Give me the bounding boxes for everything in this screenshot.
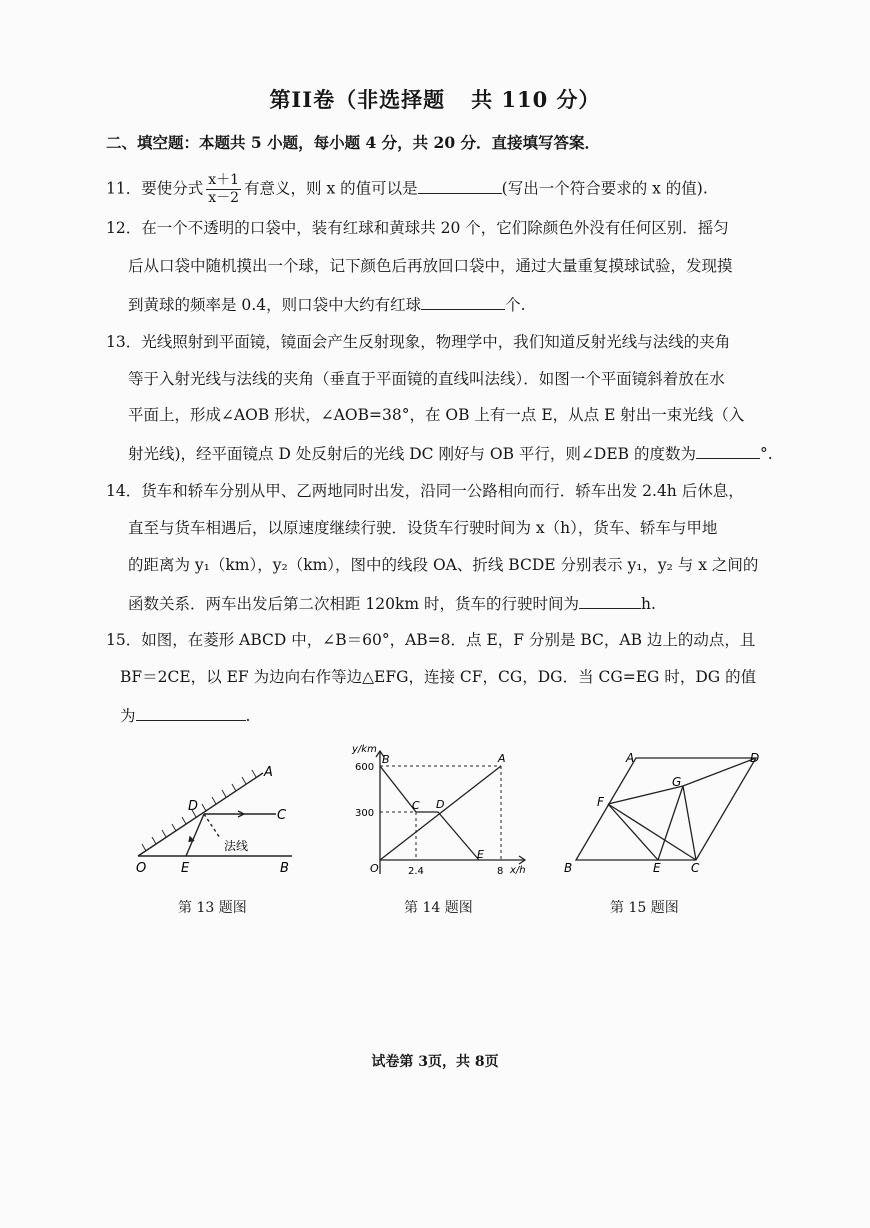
segment-CG [683, 786, 696, 860]
fraction-denominator: x－2 [208, 190, 240, 206]
figure-15 [560, 748, 764, 878]
caption-14: 第 14 题图 [404, 900, 473, 916]
segment-EF [608, 804, 658, 860]
q15-text-post: . [245, 707, 251, 725]
figure-13 [128, 760, 298, 878]
q12-text-pre: 到黄球的频率是 0.4，则口袋中大约有红球 [128, 296, 422, 314]
q14-line-1: 14．货车和轿车分别从甲、乙两地同时出发，沿同一公路相向而行．轿车出发 2.4h 后休息， [106, 482, 744, 500]
q15-line-1: 15．如图，在菱形 ABCD 中，∠B＝60°，AB=8．点 E，F 分别是 BC，AB 边上的动点，且 [106, 631, 756, 649]
section-heading: 二、填空题：本题共 5 小题，每小题 4 分，共 20 分．直接填写答案． [106, 133, 601, 152]
q15-text-pre: 为 [120, 707, 136, 725]
polyline-BCDE [380, 766, 479, 860]
label-O: O [136, 861, 147, 876]
label-C: C [412, 799, 420, 812]
q13-text-post: °. [759, 445, 773, 463]
q12-text-post: 个. [505, 296, 526, 314]
label-normal: 法线 [224, 839, 249, 853]
x-axis-label: x/h [510, 865, 526, 876]
q11-fraction [206, 172, 241, 207]
tick-600: 600 [355, 762, 375, 773]
q13-line-3: 平面上，形成∠AOB 形状，∠AOB=38°，在 OB 上有一点 E，从点 E 射出一束光线（入 [128, 406, 745, 424]
fraction-numerator: x＋1 [208, 172, 240, 188]
q12-line-1: 12．在一个不透明的口袋中，装有红球和黄球共 20 个，它们除颜色外没有任何区别．摇匀 [106, 219, 729, 237]
label-B: B [564, 861, 573, 875]
segment-OA [380, 766, 501, 860]
q14-line-2: 直至与货车相遇后，以原速度继续行驶．设货车行驶时间为 x（h），货车、轿车与甲地 [128, 519, 718, 537]
label-E: E [181, 861, 190, 876]
q14-text-post: h. [641, 595, 656, 613]
page-title [0, 84, 870, 114]
answer-blank-15[interactable] [136, 704, 246, 721]
segment-DG [683, 758, 756, 786]
question-11 [106, 172, 708, 207]
q13-line-2: 等于入射光线与法线的夹角（垂直于平面镜的直线叫法线）．如图一个平面镜斜着放在水 [128, 370, 725, 388]
caption-15: 第 15 题图 [610, 900, 679, 916]
answer-blank-13[interactable] [696, 442, 760, 459]
rhombus-ABCD [576, 758, 756, 860]
label-F: F [597, 795, 604, 809]
q13-line-4 [128, 442, 773, 464]
label-O: O [370, 862, 379, 875]
label-E: E [477, 848, 484, 861]
q12-line-2: 后从口袋中随机摸出一个球，记下颜色后再放回口袋中，通过大量重复摸球试验，发现摸 [128, 257, 733, 275]
q13-line-1: 13．光线照射到平面镜，镜面会产生反射现象，物理学中，我们知道反射光线与法线的夹角 [106, 333, 731, 351]
label-C: C [277, 808, 287, 823]
label-A: A [498, 752, 506, 765]
label-D: D [436, 798, 445, 811]
incident-ray-ED [186, 814, 204, 856]
q14-text-pre: 函数关系．两车出发后第二次相距 120km 时，货车的行驶时间为 [128, 595, 580, 613]
title-part2: 共 110 分） [471, 87, 601, 112]
label-D: D [750, 751, 760, 765]
tick-300: 300 [355, 808, 375, 819]
label-B: B [382, 753, 390, 766]
q12-line-3 [128, 293, 526, 315]
answer-blank-14[interactable] [579, 592, 641, 609]
q14-line-4 [128, 592, 656, 614]
page-footer: 试卷第 3页，共 8页 [371, 1054, 499, 1070]
label-C: C [691, 861, 700, 875]
caption-13: 第 13 题图 [178, 900, 247, 916]
label-A: A [626, 751, 635, 765]
figure-14 [346, 742, 532, 882]
q11-text-post: (写出一个符合要求的 x 的值). [501, 179, 708, 198]
label-D: D [188, 799, 199, 814]
label-E: E [653, 861, 661, 875]
y-axis-label: y/km [352, 744, 377, 755]
q11-text-mid: 有意义，则 x 的值可以是 [244, 179, 418, 198]
segment-CF [608, 804, 696, 860]
label-A: A [264, 765, 273, 780]
answer-blank-12[interactable] [421, 293, 505, 310]
answer-blank-11[interactable] [418, 177, 502, 194]
normal-line [204, 814, 220, 838]
tick-2-4: 2.4 [408, 866, 424, 877]
q15-line-3 [120, 704, 250, 726]
label-G: G [672, 775, 682, 789]
label-B: B [280, 861, 289, 876]
q11-text-pre: 11．要使分式 [106, 179, 204, 198]
tick-8: 8 [497, 866, 504, 877]
q15-line-2: BF＝2CE，以 EF 为边向右作等边△EFG，连接 CF，CG，DG．当 CG=EG 时，DG 的值 [120, 668, 757, 686]
q14-line-3: 的距离为 y₁（km），y₂（km），图中的线段 OA、折线 BCDE 分别表示 y₁，y₂ 与 x 之间的 [128, 556, 759, 574]
title-part1: 第II卷（非选择题 [269, 87, 446, 112]
q13-text-pre: 射光线)，经平面镜点 D 处反射后的光线 DC 刚好与 OB 平行，则∠DEB 的度数为 [128, 445, 696, 463]
